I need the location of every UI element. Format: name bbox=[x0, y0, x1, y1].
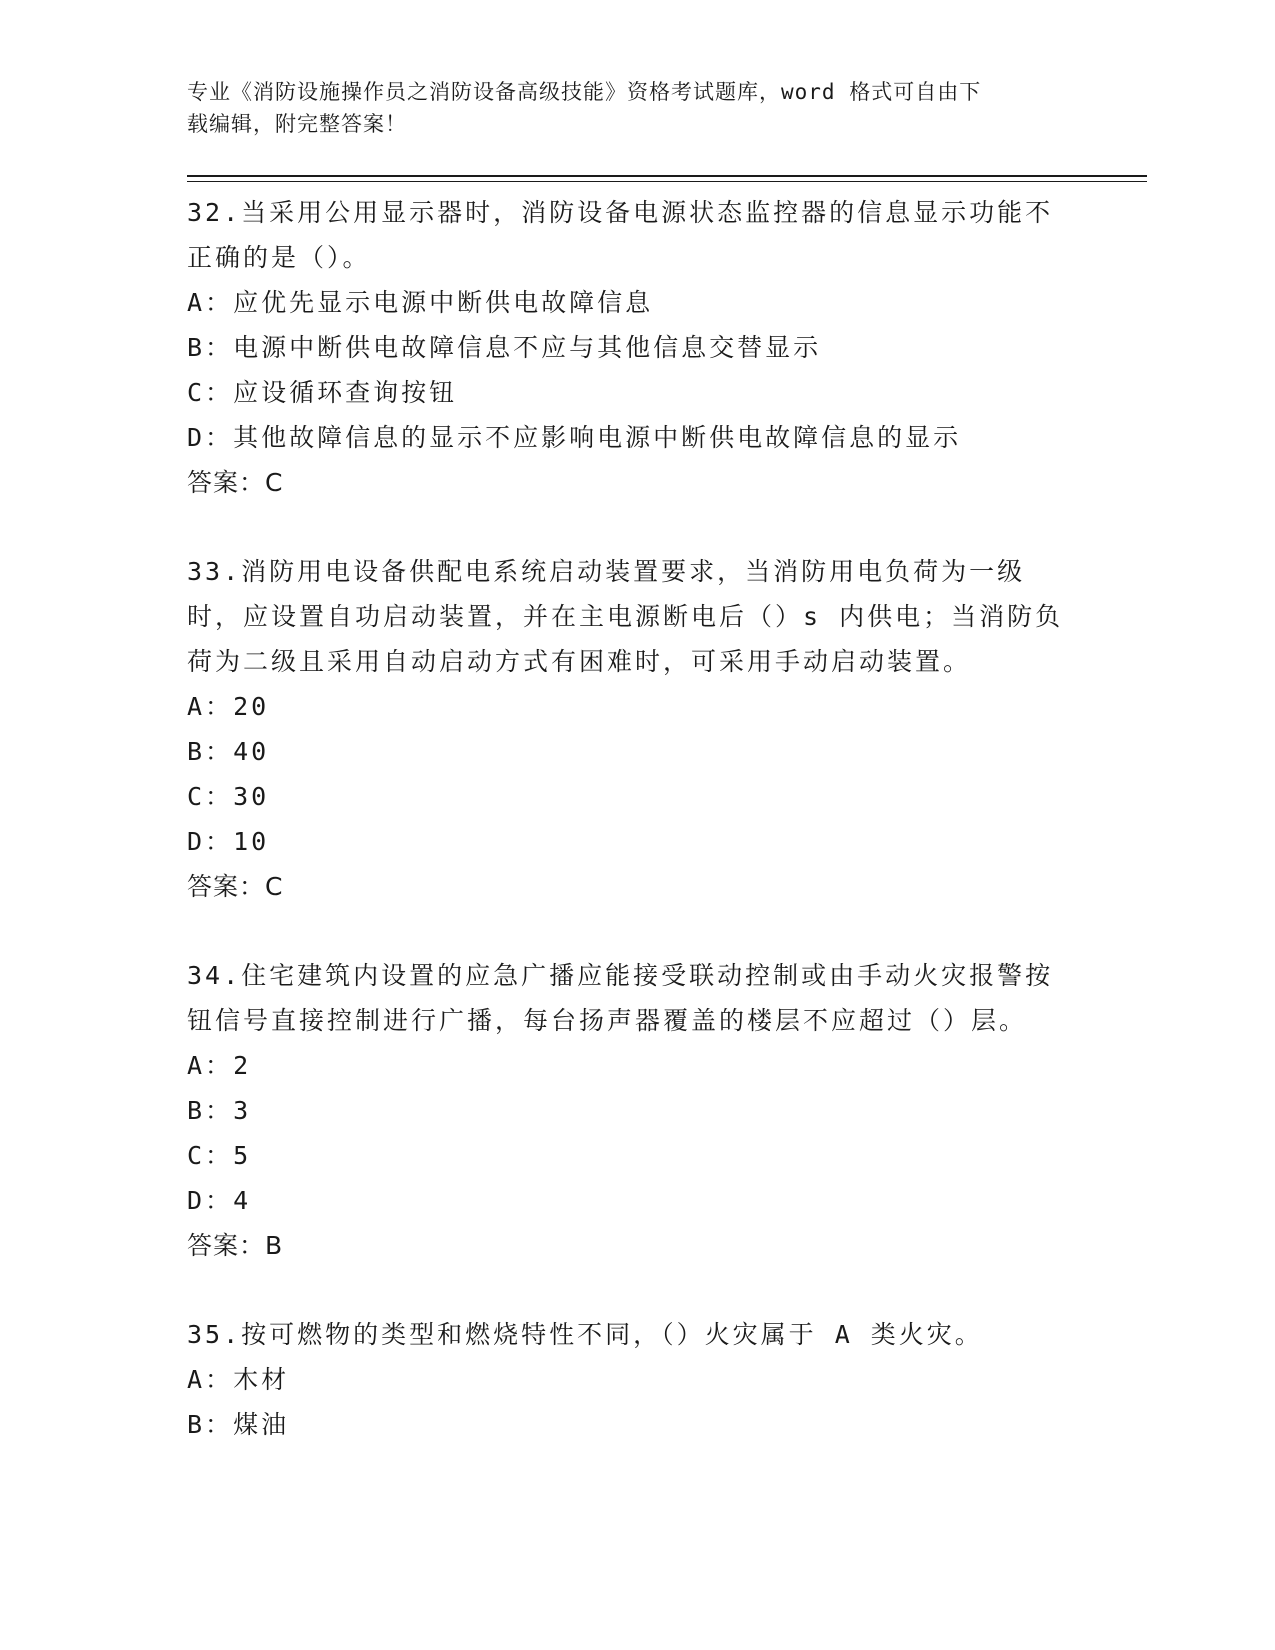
option-text: 3 bbox=[233, 1096, 252, 1125]
question-stem: 33.消防用电设备供配电系统启动装置要求，当消防用电负荷为一级时，应设置自功启动装置，并在主电源断电后（）s 内供电；当消防负荷为二级且采用自动启动方式有困难时，可采用手动启动装置。 bbox=[187, 557, 1064, 676]
option-text: 应优先显示电源中断供电故障信息 bbox=[233, 288, 654, 317]
option-key: B： bbox=[187, 737, 234, 766]
option-list bbox=[187, 1043, 1087, 1223]
option-text: 40 bbox=[233, 737, 270, 766]
option-c bbox=[187, 370, 1087, 415]
question-32 bbox=[187, 190, 1087, 505]
option-list bbox=[187, 280, 1087, 460]
option-key: B： bbox=[187, 333, 234, 362]
option-text: 其他故障信息的显示不应影响电源中断供电故障信息的显示 bbox=[233, 423, 962, 452]
option-d bbox=[187, 415, 1087, 460]
header-rule-thick bbox=[187, 175, 1147, 177]
document-header bbox=[187, 76, 1067, 140]
option-b bbox=[187, 729, 1087, 774]
question-list bbox=[187, 190, 1087, 1491]
option-key: A： bbox=[187, 692, 234, 721]
question-34 bbox=[187, 953, 1087, 1268]
option-list bbox=[187, 684, 1087, 864]
option-text: 30 bbox=[233, 782, 270, 811]
question-stem: 32.当采用公用显示器时，消防设备电源状态监控器的信息显示功能不正确的是（）。 bbox=[187, 198, 1054, 272]
option-text: 4 bbox=[233, 1186, 252, 1215]
answer-value: B bbox=[265, 1231, 284, 1260]
option-text: 电源中断供电故障信息不应与其他信息交替显示 bbox=[233, 333, 822, 362]
option-text: 应设循环查询按钮 bbox=[233, 378, 458, 407]
option-key: A： bbox=[187, 1051, 234, 1080]
option-c bbox=[187, 1133, 1087, 1178]
answer-line bbox=[187, 864, 1087, 909]
option-key: B： bbox=[187, 1096, 234, 1125]
option-key: C： bbox=[187, 782, 234, 811]
answer-value: C bbox=[265, 468, 284, 497]
option-list bbox=[187, 1357, 1087, 1447]
answer-label: 答案： bbox=[187, 1231, 266, 1260]
option-key: D： bbox=[187, 423, 234, 452]
question-33 bbox=[187, 549, 1087, 909]
option-key: C： bbox=[187, 1141, 234, 1170]
option-a bbox=[187, 280, 1087, 325]
option-key: A： bbox=[187, 288, 234, 317]
question-stem: 34.住宅建筑内设置的应急广播应能接受联动控制或由手动火灾报警按钮信号直接控制进行广播，每台扬声器覆盖的楼层不应超过（）层。 bbox=[187, 961, 1054, 1035]
answer-line bbox=[187, 460, 1087, 505]
option-c bbox=[187, 774, 1087, 819]
header-rule-thin bbox=[187, 181, 1147, 182]
option-text: 煤油 bbox=[233, 1410, 290, 1439]
option-key: D： bbox=[187, 827, 234, 856]
option-b bbox=[187, 325, 1087, 370]
option-a bbox=[187, 684, 1087, 729]
answer-line bbox=[187, 1223, 1087, 1268]
header-line-1: 专业《消防设施操作员之消防设备高级技能》资格考试题库，word 格式可自由下 bbox=[187, 80, 982, 104]
option-b bbox=[187, 1088, 1087, 1133]
option-a bbox=[187, 1357, 1087, 1402]
answer-value: C bbox=[265, 872, 284, 901]
option-text: 10 bbox=[233, 827, 270, 856]
option-key: A： bbox=[187, 1365, 234, 1394]
option-b bbox=[187, 1402, 1087, 1447]
answer-label: 答案： bbox=[187, 468, 266, 497]
option-key: D： bbox=[187, 1186, 234, 1215]
question-35 bbox=[187, 1312, 1087, 1447]
header-line-2: 载编辑，附完整答案！ bbox=[187, 112, 407, 136]
option-key: C： bbox=[187, 378, 234, 407]
option-text: 木材 bbox=[233, 1365, 290, 1394]
option-key: B： bbox=[187, 1410, 234, 1439]
option-a bbox=[187, 1043, 1087, 1088]
option-text: 5 bbox=[233, 1141, 252, 1170]
option-text: 2 bbox=[233, 1051, 252, 1080]
option-d bbox=[187, 1178, 1087, 1223]
option-text: 20 bbox=[233, 692, 270, 721]
answer-label: 答案： bbox=[187, 872, 266, 901]
option-d bbox=[187, 819, 1087, 864]
question-stem: 35.按可燃物的类型和燃烧特性不同，（）火灾属于 A 类火灾。 bbox=[187, 1320, 983, 1349]
